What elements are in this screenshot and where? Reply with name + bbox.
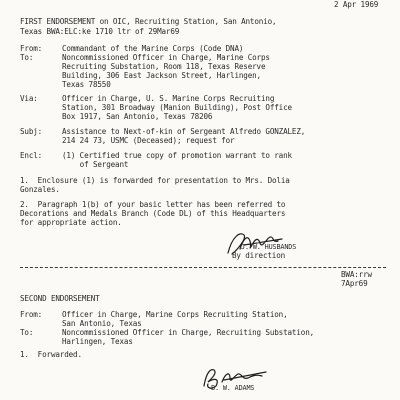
- via-line-1: Officer in Charge, U. S. Marine Corps Recruiting: [62, 94, 275, 103]
- first-endorsement-title: FIRST ENDORSEMENT on OIC, Recruiting Station, San Antonio,: [20, 17, 277, 26]
- via-label: Via:: [20, 94, 38, 103]
- subj-line-1: Assistance to Next-of-kin of Sergeant Alfredo GONZALEZ,: [62, 127, 306, 136]
- second-para1: 1. Forwarded.: [20, 350, 82, 359]
- second-endorsement-title: SECOND ENDORSEMENT: [20, 294, 100, 303]
- to-label: To:: [20, 53, 34, 62]
- second-from-label: From:: [20, 310, 43, 319]
- second-from-line-1: Officer in Charge, Marine Corps Recruiting Station,: [62, 310, 288, 319]
- para2-line-3: for appropriate action.: [20, 218, 122, 227]
- from-label: From:: [20, 44, 43, 53]
- first-endorsement-ref: Texas BWA:ELC:ke 1710 ltr of 29Mar69: [20, 27, 180, 36]
- second-from-line-2: San Antonio, Texas: [62, 319, 142, 328]
- subj-line-2: 214 24 73, USMC (Deceased); request for: [62, 136, 235, 145]
- signer-name-2: B. W. ADAMS: [211, 384, 255, 392]
- subj-label: Subj:: [20, 127, 43, 136]
- to-line-4: Texas 78550: [62, 80, 111, 89]
- encl-line-1: (1) Certified true copy of promotion warrant to rank: [62, 151, 292, 160]
- by-direction: By direction: [232, 251, 286, 260]
- to-line-3: Building, 306 East Jackson Street, Harlingen,: [62, 71, 261, 80]
- from-value: Commandant of the Marine Corps (Code DNA): [62, 44, 244, 53]
- para2-line-1: 2. Paragraph 1(b) of your basic letter has been referred to: [20, 200, 286, 209]
- encl-label: Encl:: [20, 151, 43, 160]
- second-ref: BWA:rrw: [341, 270, 372, 279]
- second-date: 7Apr69: [341, 279, 368, 288]
- para1-line-1: 1. Enclosure (1) is forwarded for presentation to Mrs. Dolia: [20, 176, 290, 185]
- section-divider: [20, 267, 386, 268]
- signer-name-1: J. W. HUSBANDS: [241, 243, 297, 251]
- via-line-3: Box 1917, San Antonio, Texas 78206: [62, 112, 213, 121]
- para1-line-2: Gonzales.: [20, 185, 60, 194]
- encl-line-2: of Sergeant: [62, 160, 129, 169]
- second-to-label: To:: [20, 328, 34, 337]
- second-to-line-1: Noncommissioned Officer in Charge, Recruiting Substation,: [62, 328, 315, 337]
- to-line-2: Recruiting Substation, Room 118, Texas Reserve: [62, 62, 266, 71]
- header-date: 2 Apr 1969: [334, 0, 379, 9]
- para2-line-2: Decorations and Medals Branch (Code DL) of this Headquarters: [20, 209, 286, 218]
- second-to-line-2: Harlingen, Texas: [62, 337, 133, 346]
- to-line-1: Noncommissioned Officer in Charge, Marine Corps: [62, 53, 270, 62]
- via-line-2: Station, 301 Broadway (Manion Building), Post Office: [62, 103, 292, 112]
